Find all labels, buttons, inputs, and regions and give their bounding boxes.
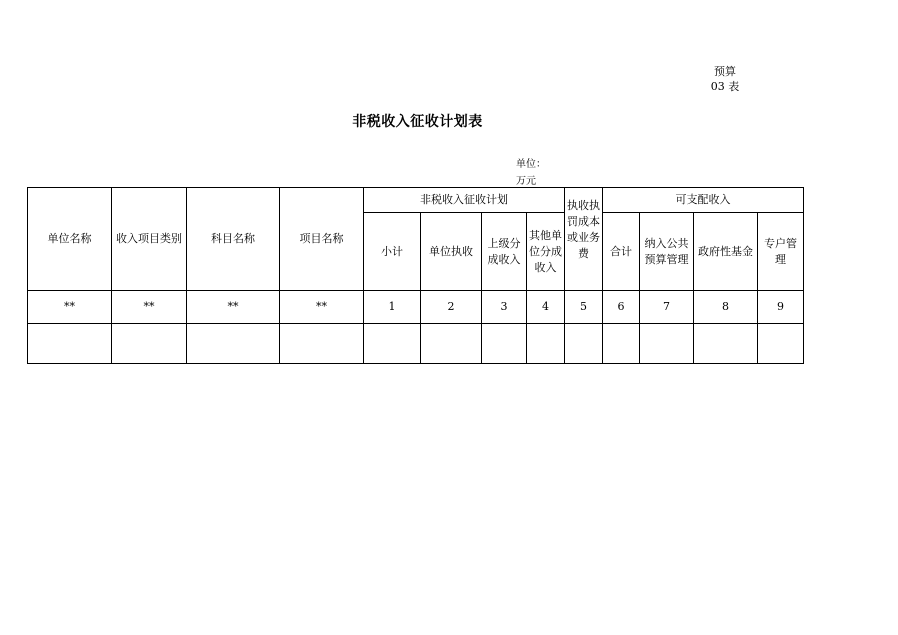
data-cell <box>694 324 758 364</box>
header-subject-name: 科目名称 <box>187 188 280 291</box>
data-cell <box>364 324 421 364</box>
form-code <box>700 64 750 94</box>
unit-label-line1: 单位： <box>516 159 546 170</box>
index-cell: 1 <box>364 291 421 324</box>
header-gov-fund: 政府性基金 <box>694 213 758 291</box>
index-cell: ** <box>28 291 112 324</box>
data-cell <box>603 324 640 364</box>
header-income-category: 收入项目类别 <box>112 188 187 291</box>
index-cell: 2 <box>421 291 482 324</box>
index-cell: 6 <box>603 291 640 324</box>
plan-table <box>27 187 804 364</box>
data-cell <box>758 324 804 364</box>
unit-label <box>516 156 546 190</box>
header-plan-group: 非税收入征收计划 <box>364 188 565 213</box>
data-cell <box>28 324 112 364</box>
index-cell: ** <box>112 291 187 324</box>
unit-label-line2: 万元 <box>516 176 536 187</box>
index-cell: 3 <box>482 291 527 324</box>
data-cell <box>187 324 280 364</box>
header-other-share: 其他单位分成收入 <box>527 213 565 291</box>
index-cell: 9 <box>758 291 804 324</box>
data-cell <box>640 324 694 364</box>
index-cell: 7 <box>640 291 694 324</box>
data-cell <box>482 324 527 364</box>
index-cell: 8 <box>694 291 758 324</box>
header-row-1 <box>28 188 804 213</box>
index-cell: 4 <box>527 291 565 324</box>
header-project-name: 项目名称 <box>280 188 364 291</box>
data-cell <box>112 324 187 364</box>
form-code-line2: 03 表 <box>710 80 740 93</box>
index-cell: 5 <box>565 291 603 324</box>
data-row <box>28 324 804 364</box>
header-unit-collect: 单位执收 <box>421 213 482 291</box>
header-disposable-group: 可支配收入 <box>603 188 804 213</box>
index-row <box>28 291 804 324</box>
header-public-budget: 纳入公共预算管理 <box>640 213 694 291</box>
header-upper-share: 上级分成收入 <box>482 213 527 291</box>
data-cell <box>565 324 603 364</box>
header-unit-name: 单位名称 <box>28 188 112 291</box>
data-cell <box>527 324 565 364</box>
header-total: 合计 <box>603 213 640 291</box>
index-cell: ** <box>280 291 364 324</box>
header-special-account: 专户管理 <box>758 213 804 291</box>
form-code-line1: 预算 <box>714 65 736 78</box>
header-enforcement-cost: 执收执罚成本或业务费 <box>565 188 603 291</box>
header-subtotal: 小计 <box>364 213 421 291</box>
data-cell <box>280 324 364 364</box>
page-title: 非税收入征收计划表 <box>352 114 483 130</box>
index-cell: ** <box>187 291 280 324</box>
data-cell <box>421 324 482 364</box>
